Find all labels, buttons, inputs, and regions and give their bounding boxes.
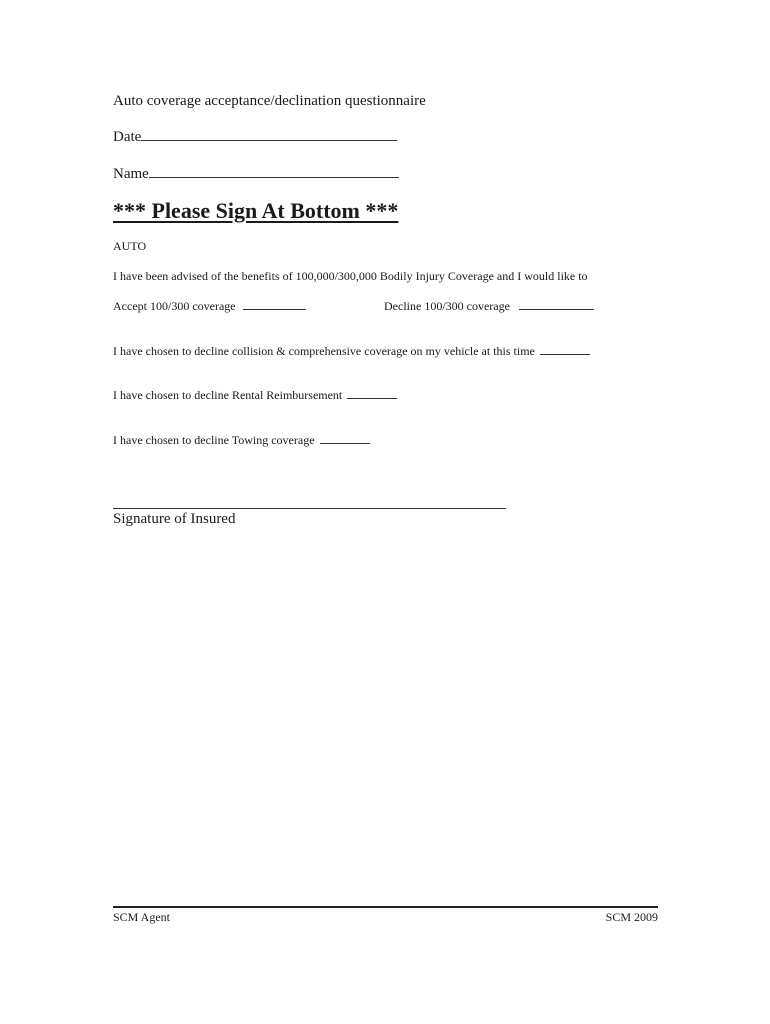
section-heading-auto: AUTO — [113, 239, 147, 253]
form-title: Auto coverage acceptance/declination questionnaire — [113, 93, 426, 109]
collision-decline-text: I have chosen to decline collision & comprehensive coverage on my vehicle at this time — [113, 344, 535, 358]
date-input-line[interactable] — [141, 140, 397, 141]
date-field-row — [113, 129, 397, 146]
accept-coverage-label: Accept 100/300 coverage — [113, 299, 236, 313]
name-field-row — [113, 166, 399, 183]
rental-decline-line[interactable] — [347, 398, 397, 399]
decline-coverage-row — [384, 299, 594, 314]
footer-agent: SCM Agent — [113, 910, 171, 924]
accept-coverage-row — [113, 299, 306, 314]
collision-decline-line[interactable] — [540, 354, 590, 355]
footer-form-id: SCM 2009 — [605, 910, 658, 924]
rental-decline-text: I have chosen to decline Rental Reimbursement — [113, 388, 343, 402]
name-input-line[interactable] — [149, 177, 399, 178]
name-label: Name — [113, 166, 149, 182]
towing-decline-row — [113, 433, 370, 448]
accept-coverage-line[interactable] — [243, 309, 306, 310]
towing-decline-line[interactable] — [320, 443, 370, 444]
rental-decline-row — [113, 388, 397, 403]
footer-divider — [113, 906, 658, 908]
collision-decline-row — [113, 344, 590, 359]
signature-label: Signature of Insured — [113, 511, 236, 527]
date-label: Date — [113, 129, 142, 145]
sign-at-bottom-banner: *** Please Sign At Bottom *** — [113, 198, 399, 223]
decline-coverage-label: Decline 100/300 coverage — [384, 299, 510, 313]
decline-coverage-line[interactable] — [519, 309, 594, 310]
bodily-injury-statement: I have been advised of the benefits of 100,000/300,000 Bodily Injury Coverage and I would like to — [113, 269, 588, 283]
towing-decline-text: I have chosen to decline Towing coverage — [113, 433, 315, 447]
signature-line[interactable] — [113, 508, 506, 509]
